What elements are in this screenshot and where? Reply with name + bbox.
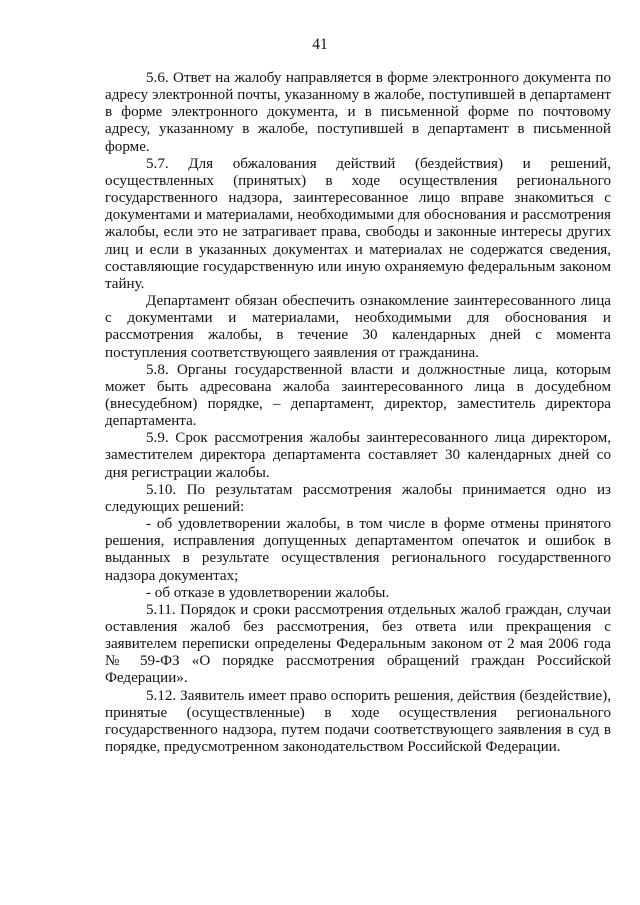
paragraph-5-9: 5.9. Срок рассмотрения жалобы заинтересованного лица директором, заместителем директора департамента составляет 30 календарных дней со дня регистрации жалобы. — [105, 430, 611, 481]
paragraph-5-10: 5.10. По результатам рассмотрения жалобы принимается одно из следующих решений: — [105, 481, 611, 515]
list-item-satisfy-complaint: - об удовлетворении жалобы, в том числе в форме отмены принятого решения, исправления допущенных департаментом опечаток и ошибок в выданных в результате осуществления регионального государственного надзора документах; — [105, 516, 611, 584]
paragraph-department-obligation: Департамент обязан обеспечить ознакомление заинтересованного лица с документами и материалами, необходимыми для обоснования и рассмотрения жалобы, в течение 30 календарных дней с момента поступления соответствующего заявления от гражданина. — [105, 293, 611, 361]
paragraph-5-6: 5.6. Ответ на жалобу направляется в форме электронного документа по адресу электронной почты, указанному в жалобе, поступившей в департамент в форме электронного документа, и в письменной форме по почтовому адресу, указанному в жалобе, поступившей в департамент в письменной форме. — [105, 70, 611, 155]
document-body — [105, 70, 611, 756]
list-item-refuse-complaint: - об отказе в удовлетворении жалобы. — [146, 584, 390, 601]
paragraph-5-7: 5.7. Для обжалования действий (бездействия) и решений, осуществленных (принятых) в ходе осуществления регионального государственного надзора, заинтересованное лицо вправе знакомиться с документами и материалами, необходимыми для обоснования и рассмотрения жалобы, если это не затрагивает права, свободы и законные интересы других лиц и если в указанных документах и материалах не содержатся сведения, составляющие государственную или иную охраняемую федеральным законом тайну. — [105, 155, 611, 292]
paragraph-5-8: 5.8. Органы государственной власти и должностные лица, которым может быть адресована жалоба заинтересованного лица в досудебном (внесудебном) порядке, – департамент, директор, заместитель директора департамента. — [105, 361, 611, 430]
page-number: 41 — [312, 36, 328, 53]
paragraph-5-11: 5.11. Порядок и сроки рассмотрения отдельных жалоб граждан, случаи оставления жалоб без рассмотрения, без ответа или прекращения с заявителем переписки определены Федеральным законом от 2 мая 2006 года № 59-ФЗ «О порядке рассмотрения обращений граждан Российской Федерации». — [105, 601, 611, 687]
paragraph-5-12: 5.12. Заявитель имеет право оспорить решения, действия (бездействие), принятые (осуществленные) в ходе осуществления регионального государственного надзора, путем подачи соответствующего заявления в суд в порядке, предусмотренном законодательством Российской Федерации. — [105, 687, 611, 756]
